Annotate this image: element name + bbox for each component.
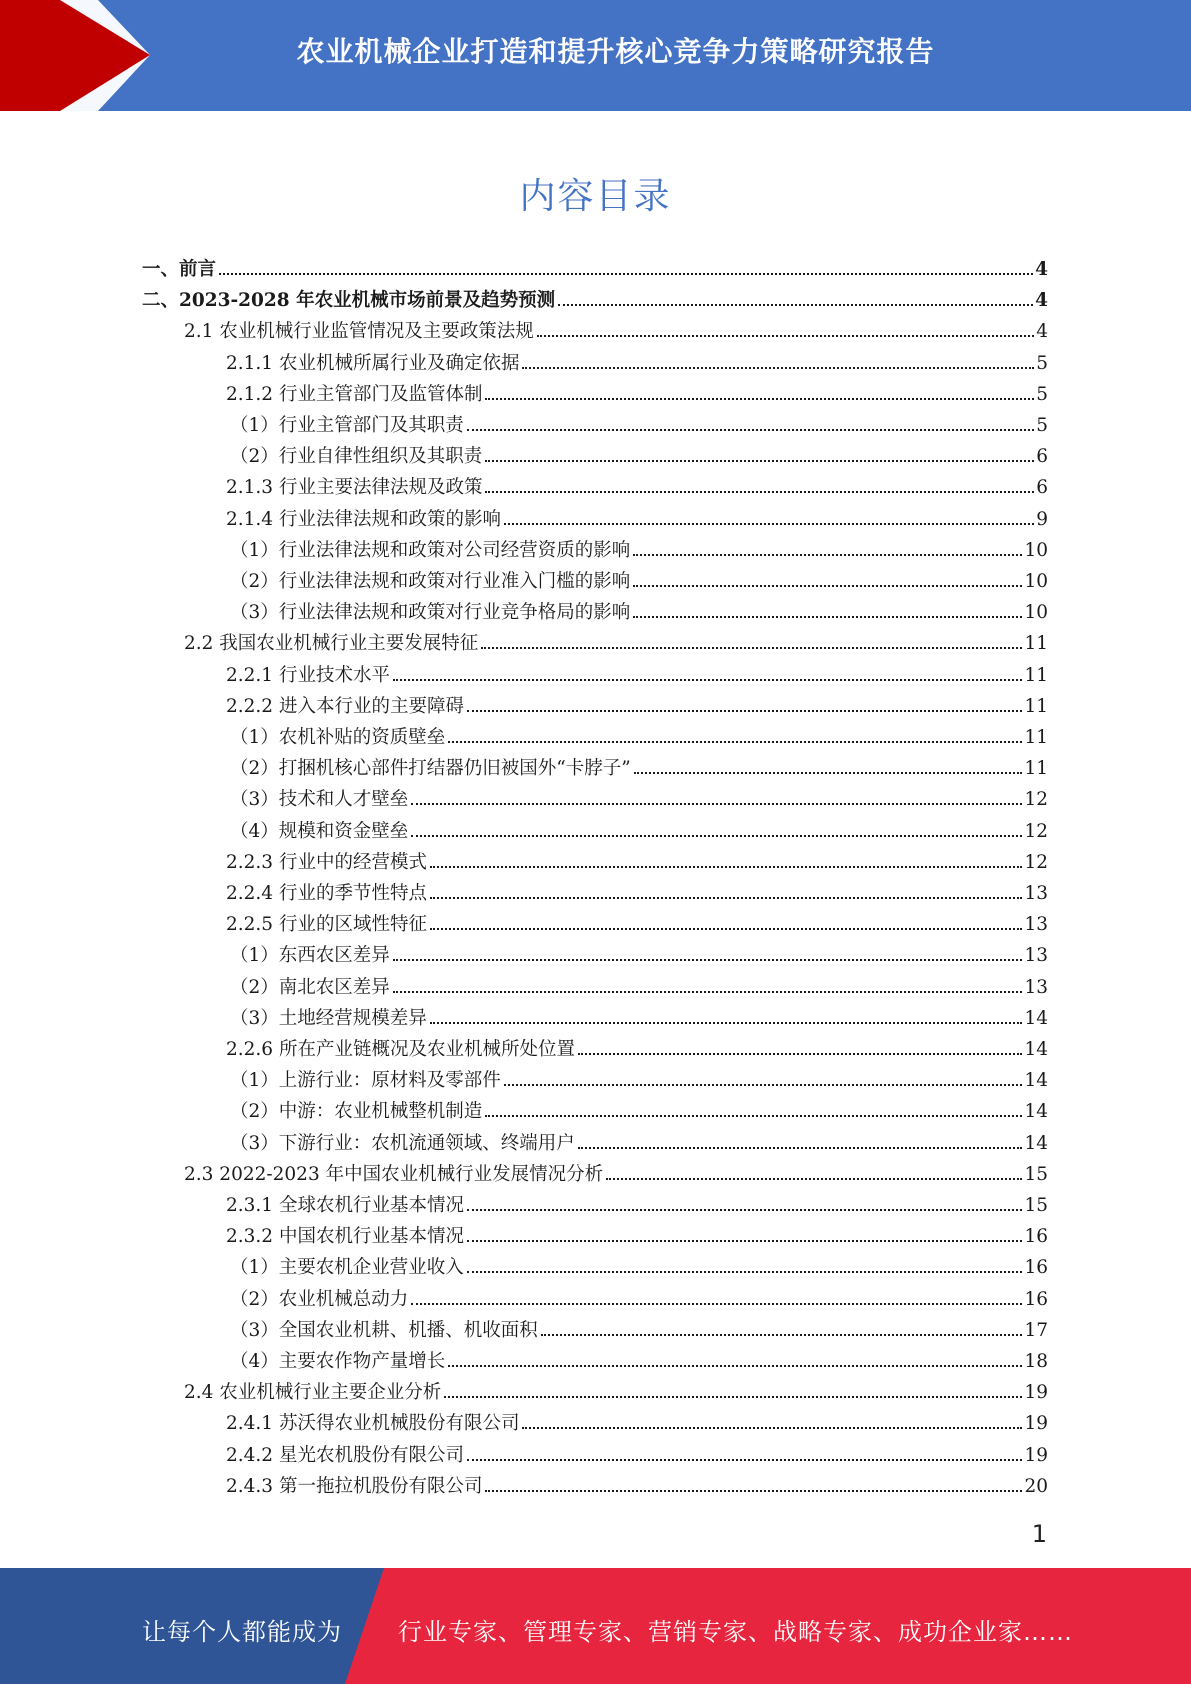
toc-entry-page: 11 [1024, 633, 1048, 655]
toc-entry-page: 19 [1024, 1444, 1048, 1466]
toc-entry-title: （1）行业主管部门及其职责 [230, 415, 464, 436]
toc-entry-title: 2.2.3 行业中的经营模式 [226, 851, 427, 873]
toc-entry-title: （4）规模和资金壁垒 [230, 820, 409, 842]
toc-entry[interactable] [226, 691, 1048, 722]
toc-entry[interactable] [184, 628, 1048, 659]
toc-entry-title: 2.1.4 行业法律法规和政策的影响 [226, 508, 501, 530]
footer-slogan-right: 行业专家、管理专家、营销专家、战略专家、成功企业家…… [398, 1618, 1073, 1646]
toc-entry[interactable] [230, 1096, 1048, 1127]
toc-entry[interactable] [230, 1128, 1048, 1159]
toc-entry[interactable] [184, 1377, 1048, 1408]
toc-entry-title: （2）农业机械总动力 [230, 1288, 409, 1310]
toc-dot-leader [444, 1396, 1022, 1398]
toc-entry[interactable] [226, 348, 1048, 379]
toc-entry-title: （3）下游行业：农机流通领域、终端用户 [230, 1132, 575, 1154]
toc-entry[interactable] [226, 1034, 1048, 1065]
toc-entry[interactable] [142, 254, 1048, 285]
toc-entry-page: 15 [1024, 1195, 1048, 1216]
page-number: 1 [1031, 1520, 1047, 1548]
toc-entry[interactable] [226, 909, 1048, 940]
toc-entry-page: 14 [1024, 1101, 1048, 1123]
toc-dot-leader [393, 959, 1023, 961]
toc-dot-leader [430, 866, 1022, 868]
toc-entry[interactable] [142, 285, 1048, 316]
toc-dot-leader [430, 897, 1022, 899]
toc-entry-title: 2.4 农业机械行业主要企业分析 [184, 1382, 442, 1404]
toc-entry-page: 6 [1036, 477, 1048, 499]
toc-dot-leader [522, 1427, 1022, 1429]
toc-entry-title: 2.3.1 全球农机行业基本情况 [226, 1195, 464, 1216]
toc-dot-leader [219, 273, 1033, 275]
toc-entry-page: 12 [1024, 789, 1048, 811]
footer-slogan-left: 让每个人都能成为 [142, 1618, 342, 1646]
toc-entry-title: （2）打捆机核心部件打结器仍旧被国外“卡脖子” [230, 758, 631, 780]
toc-dot-leader [411, 1303, 1022, 1305]
page-footer [0, 1568, 1191, 1684]
toc-entry[interactable] [226, 1190, 1048, 1221]
toc-entry[interactable] [184, 316, 1048, 347]
toc-entry[interactable] [230, 410, 1048, 441]
toc-entry-page: 19 [1024, 1413, 1048, 1435]
toc-entry[interactable] [230, 1003, 1048, 1034]
toc-entry[interactable] [226, 472, 1048, 503]
toc-entry-title: 2.1.3 行业主要法律法规及政策 [226, 477, 483, 499]
toc-entry[interactable] [230, 566, 1048, 597]
toc-dot-leader [558, 304, 1033, 306]
toc-entry-title: （2）中游：农业机械整机制造 [230, 1101, 483, 1123]
toc-dot-leader [485, 460, 1034, 462]
toc-entry-title: 2.1 农业机械行业监管情况及主要政策法规 [184, 321, 534, 343]
toc-dot-leader [467, 1209, 1022, 1211]
toc-entry-title: 2.2.6 所在产业链概况及农业机械所处位置 [226, 1039, 575, 1060]
toc-entry[interactable] [230, 1284, 1048, 1315]
toc-entry-page: 5 [1036, 352, 1048, 374]
toc-entry-title: （2）南北农区差异 [230, 976, 390, 998]
toc-entry-page: 12 [1024, 851, 1048, 873]
toc-entry-page: 15 [1024, 1163, 1048, 1185]
toc-entry-title: 一、前言 [142, 259, 217, 280]
toc-dot-leader [467, 1271, 1023, 1273]
toc-entry-page: 10 [1024, 539, 1048, 561]
toc-entry-page: 14 [1024, 1039, 1048, 1060]
toc-dot-leader [467, 1240, 1022, 1242]
toc-entry[interactable] [226, 660, 1048, 691]
toc-dot-leader [504, 1084, 1023, 1086]
toc-entry-page: 18 [1024, 1351, 1048, 1372]
toc-dot-leader [393, 679, 1022, 681]
toc-entry-title: 2.2.5 行业的区域性特征 [226, 914, 427, 936]
toc-dot-leader [633, 554, 1022, 556]
toc-entry[interactable] [230, 535, 1048, 566]
toc-entry-page: 6 [1036, 446, 1048, 468]
toc-entry-page: 10 [1024, 571, 1048, 592]
toc-entry[interactable] [230, 1315, 1048, 1346]
toc-entry-title: （1）东西农区差异 [230, 945, 390, 967]
toc-entry-page: 16 [1024, 1257, 1048, 1279]
toc-dot-leader [485, 1490, 1022, 1492]
toc-entry-title: 二、2023-2028 年农业机械市场前景及趋势预测 [142, 290, 556, 312]
toc-entry[interactable] [226, 504, 1048, 535]
toc-entry-page: 5 [1036, 383, 1048, 405]
toc-entry-page: 19 [1024, 1382, 1048, 1404]
toc-dot-leader [606, 1178, 1022, 1180]
toc-entry[interactable] [230, 784, 1048, 815]
toc-entry-title: 2.1.2 行业主管部门及监管体制 [226, 383, 483, 405]
toc-entry[interactable] [226, 878, 1048, 909]
toc-entry-title: （2）行业自律性组织及其职责 [230, 446, 483, 468]
toc-entry-title: 2.2.1 行业技术水平 [226, 664, 390, 686]
toc-entry-page: 20 [1024, 1475, 1048, 1497]
toc-entry-title: （3）技术和人才壁垒 [230, 789, 409, 811]
toc-entry[interactable] [230, 940, 1048, 971]
toc-dot-leader [448, 1365, 1022, 1367]
toc-entry-page: 4 [1035, 259, 1048, 280]
toc-entry-title: 2.2 我国农业机械行业主要发展特征 [184, 633, 479, 655]
toc-entry-title: （2）行业法律法规和政策对行业准入门槛的影响 [230, 571, 631, 592]
toc-entry[interactable] [230, 753, 1048, 784]
toc-entry-page: 14 [1024, 1132, 1048, 1154]
toc-dot-leader [467, 429, 1034, 431]
toc-dot-leader [634, 772, 1023, 774]
toc-entry-title: 2.3.2 中国农机行业基本情况 [226, 1226, 464, 1248]
toc-entry[interactable] [184, 1159, 1048, 1190]
toc-entry[interactable] [230, 1065, 1048, 1096]
toc-dot-leader [467, 710, 1022, 712]
toc-entry[interactable] [230, 722, 1048, 753]
toc-heading: 内容目录 [519, 176, 672, 217]
toc-entry-page: 5 [1036, 415, 1048, 436]
toc-entry-title: （1）主要农机企业营业收入 [230, 1257, 464, 1279]
toc-entry[interactable] [230, 1252, 1048, 1283]
toc-dot-leader [633, 585, 1022, 587]
toc-entry-title: （1）行业法律法规和政策对公司经营资质的影响 [230, 539, 631, 561]
toc-dot-leader [467, 1459, 1022, 1461]
toc-dot-leader [393, 991, 1023, 993]
toc-entry-title: （1）上游行业：原材料及零部件 [230, 1070, 501, 1092]
toc-dot-leader [411, 803, 1022, 805]
toc-dot-leader [537, 335, 1034, 337]
toc-entry[interactable] [230, 597, 1048, 628]
toc-dot-leader [485, 491, 1034, 493]
toc-entry-title: （3）土地经营规模差异 [230, 1007, 427, 1029]
toc-entry-page: 16 [1024, 1288, 1048, 1310]
toc-entry-page: 13 [1024, 976, 1048, 998]
toc-dot-leader [485, 1115, 1022, 1117]
toc-dot-leader [633, 616, 1022, 618]
toc-dot-leader [411, 835, 1022, 837]
toc-entry-page: 13 [1024, 883, 1048, 904]
toc-entry[interactable] [226, 1440, 1048, 1471]
toc-entry-page: 11 [1024, 758, 1048, 780]
toc-entry-page: 16 [1024, 1226, 1048, 1248]
toc-entry-page: 10 [1024, 602, 1048, 624]
toc-dot-leader [448, 741, 1022, 743]
toc-dot-leader [430, 1022, 1023, 1024]
toc-dot-leader [541, 1334, 1023, 1336]
toc-entry-title: 2.1.1 农业机械所属行业及确定依据 [226, 352, 520, 374]
toc-dot-leader [485, 398, 1034, 400]
toc-entry[interactable] [226, 379, 1048, 410]
toc-entry-page: 13 [1024, 945, 1048, 967]
toc-entry-title: 2.4.3 第一拖拉机股份有限公司 [226, 1475, 483, 1497]
toc-entry[interactable] [226, 1221, 1048, 1252]
toc-entry-title: （1）农机补贴的资质壁垒 [230, 727, 446, 748]
toc-entry-title: （4）主要农作物产量增长 [230, 1351, 446, 1372]
toc-entry-page: 14 [1024, 1007, 1048, 1029]
page-header [0, 0, 1191, 111]
toc-entry-title: （3）全国农业机耕、机播、机收面积 [230, 1319, 538, 1341]
toc-entry-page: 17 [1024, 1319, 1048, 1341]
toc-entry-page: 11 [1024, 727, 1048, 748]
toc-entry-page: 11 [1024, 695, 1048, 717]
report-title: 农业机械企业打造和提升核心竞争力策略研究报告 [296, 35, 935, 68]
toc-entry-page: 11 [1024, 664, 1048, 686]
toc-entry-title: 2.3 2022-2023 年中国农业机械行业发展情况分析 [184, 1163, 604, 1185]
toc-entry-page: 4 [1035, 290, 1048, 312]
toc-dot-leader [430, 928, 1022, 930]
toc-dot-leader [522, 367, 1034, 369]
toc-entry-title: 2.4.1 苏沃得农业机械股份有限公司 [226, 1413, 520, 1435]
toc-dot-leader [578, 1053, 1022, 1055]
toc-entry-title: 2.2.2 进入本行业的主要障碍 [226, 695, 464, 717]
toc-dot-leader [504, 523, 1034, 525]
toc-entry[interactable] [226, 1408, 1048, 1439]
toc-entry[interactable] [226, 847, 1048, 878]
toc-entry-title: （3）行业法律法规和政策对行业竞争格局的影响 [230, 602, 631, 624]
toc-dot-leader [481, 647, 1022, 649]
toc-entry-page: 4 [1036, 321, 1048, 343]
toc-entry[interactable] [230, 441, 1048, 472]
toc-entry-page: 14 [1024, 1070, 1048, 1092]
toc-entry-page: 12 [1024, 820, 1048, 842]
toc-entry[interactable] [230, 972, 1048, 1003]
toc-entry-page: 13 [1024, 914, 1048, 936]
toc-entry-page: 9 [1036, 508, 1048, 530]
toc-entry[interactable] [230, 816, 1048, 847]
toc-entry-title: 2.4.2 星光农机股份有限公司 [226, 1444, 464, 1466]
toc-dot-leader [578, 1147, 1023, 1149]
toc-entry[interactable] [230, 1346, 1048, 1377]
toc-entry-title: 2.2.4 行业的季节性特点 [226, 883, 427, 904]
toc-entry[interactable] [226, 1471, 1048, 1502]
